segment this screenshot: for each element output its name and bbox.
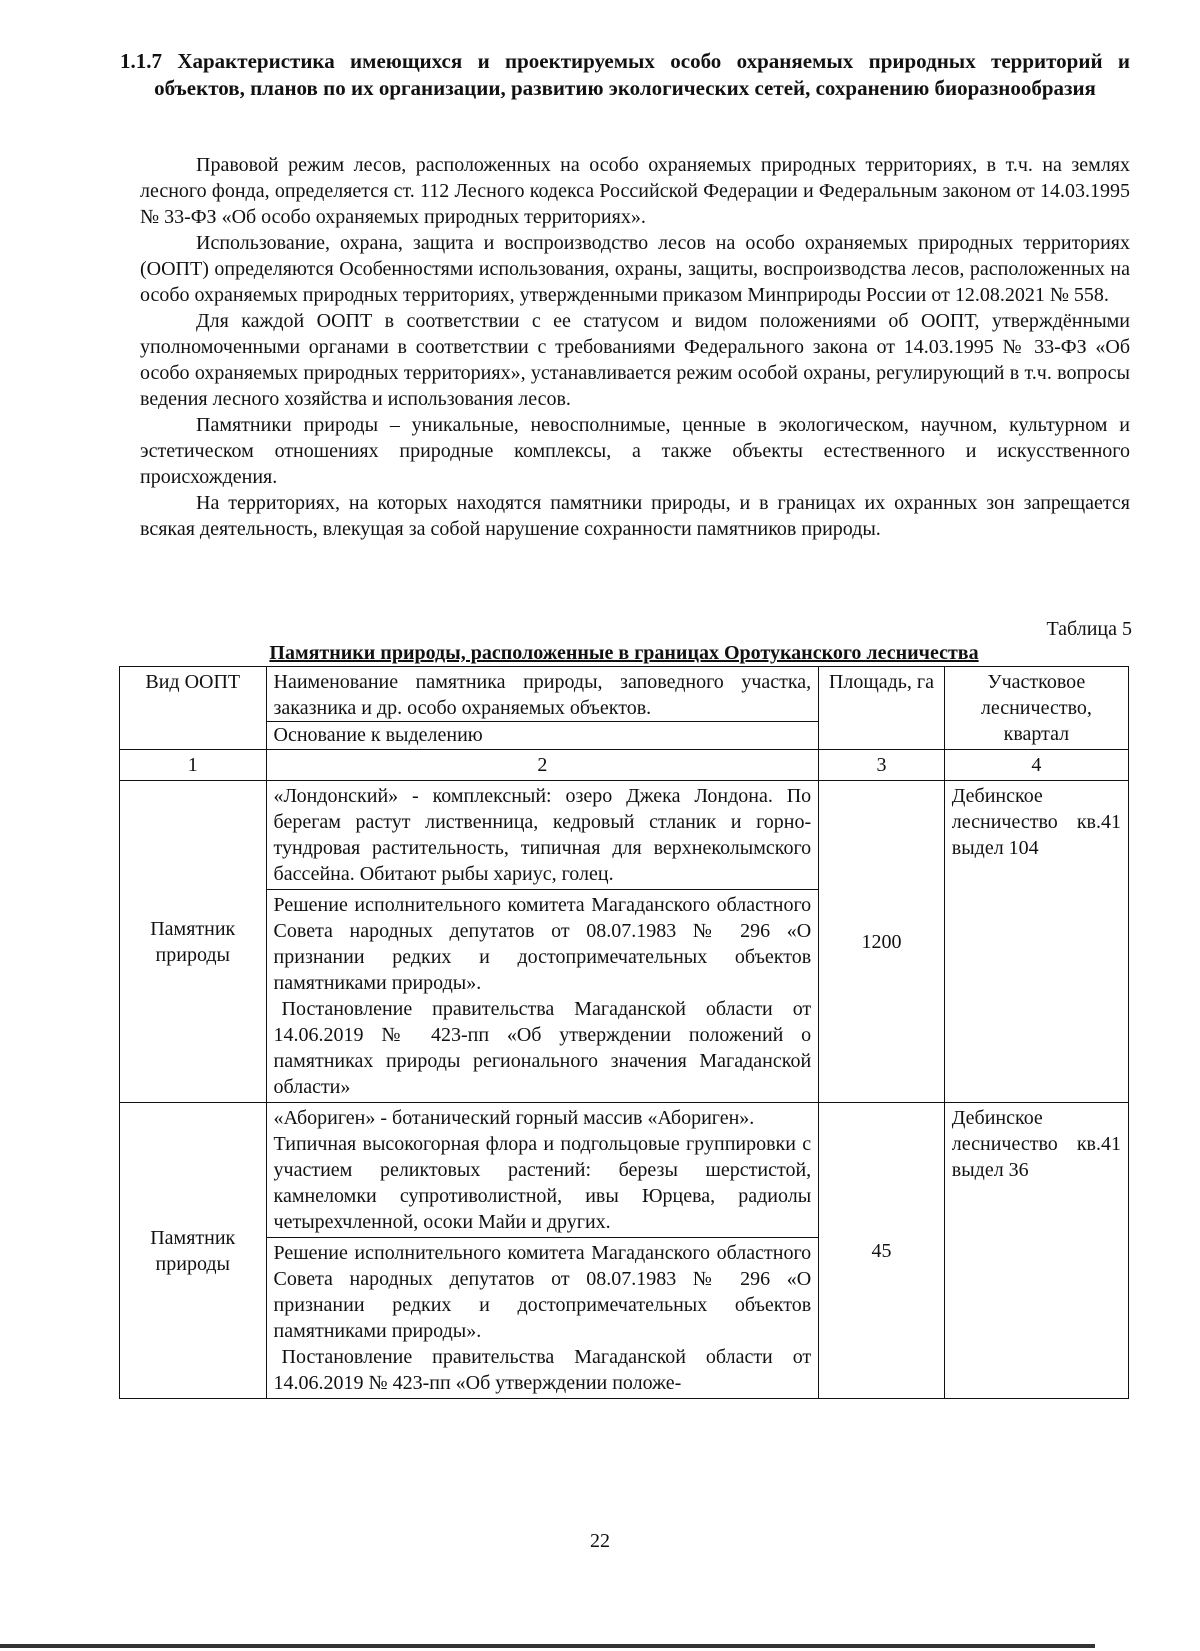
row-basis bbox=[267, 889, 819, 1102]
table-title: Памятники природы, расположенные в границах Оротуканского лесничества bbox=[269, 642, 979, 664]
row-description-text: Типичная высокогорная флора и подгольцовые группировки с участием реликтовых растений: березы шерстистой, камнеломки супротиволистной, ивы Юрцева, радиолы четырехчленной, осоки Майи и других. bbox=[273, 1133, 812, 1233]
column-number: 2 bbox=[266, 750, 819, 781]
column-number: 3 bbox=[819, 750, 945, 781]
row-basis-resolution: Постановление правительства Магаданской области от 14.06.2019 № 423-пп «Об утверждении положе- bbox=[273, 1346, 812, 1394]
row-basis-decision: Решение исполнительного комитета Магаданского областного Совета народных депутатов от 08.07.1983 № 296 «О признании редких и достопримечательных объектов памятниками природы». bbox=[273, 894, 812, 994]
row-description bbox=[267, 1103, 819, 1237]
section-heading: 1.1.7 Характеристика имеющихся и проектируемых особо охраняемых природных территорий и объектов, планов по их организации, развитию экологических сетей, сохранению биоразнообразия bbox=[120, 49, 1130, 100]
row-basis-resolution: Постановление правительства Магаданской области от 14.06.2019 № 423-пп «Об утверждении положений о памятниках природы регионального значения Магаданской области» bbox=[273, 998, 812, 1098]
header-area: Площадь, га bbox=[819, 667, 945, 750]
row-area: 1200 bbox=[819, 781, 945, 1103]
row-location: Дебинское лесничество кв.41 выдел 36 bbox=[944, 1103, 1128, 1399]
row-area: 45 bbox=[819, 1103, 945, 1399]
table-header-row bbox=[120, 667, 1129, 750]
paragraph: Правовой режим лесов, расположенных на особо охраняемых природных территориях, в т.ч. на землях лесного фонда, определяется ст. 112 Лесного кодекса Российской Федерации и Федеральным законом от 14.03.1995 № 33-ФЗ «Об особо охраняемых природных территориях». bbox=[140, 154, 1130, 228]
bottom-rule bbox=[0, 1644, 1095, 1648]
paragraph: На территориях, на которых находятся памятники природы, и в границах их охранных зон запрещается всякая деятельность, влекущая за собой нарушение сохранности памятников природы. bbox=[140, 492, 1130, 540]
header-type: Вид ООПТ bbox=[120, 667, 267, 750]
table-row bbox=[120, 781, 1129, 1103]
row-location: Дебинское лесничество кв.41 выдел 104 bbox=[944, 781, 1128, 1103]
header-name-cell bbox=[266, 667, 819, 750]
row-description-cell bbox=[266, 781, 819, 1103]
row-basis-decision: Решение исполнительного комитета Магаданского областного Совета народных депутатов от 08.07.1983 № 296 «О признании редких и достопримечательных объектов памятниками природы». bbox=[273, 1242, 812, 1342]
row-description-cell bbox=[266, 1103, 819, 1399]
row-description-title: «Абориген» - ботанический горный массив «Абориген». bbox=[273, 1107, 755, 1129]
table-row bbox=[120, 1103, 1129, 1399]
page-number: 22 bbox=[590, 1530, 610, 1552]
row-type: Памятник природы bbox=[120, 781, 267, 1103]
paragraph: Использование, охрана, защита и воспроизводство лесов на особо охраняемых природных территориях (ООПТ) определяются Особенностями использования, охраны, защиты, воспроизводства лесов, расположенных на особо охраняемых природных территориях, утвержденными приказом Минприроды России от 12.08.2021 № 558. bbox=[140, 232, 1130, 306]
row-description: «Лондонский» - комплексный: озеро Джека Лондона. По берегам растут лиственница, кедровый стланик и горно-тундровая растительность, типичная для верхнеколымского бассейна. Обитают рыбы хариус, голец. bbox=[273, 785, 812, 885]
body-text bbox=[140, 152, 1130, 542]
column-number: 4 bbox=[944, 750, 1128, 781]
column-number: 1 bbox=[120, 750, 267, 781]
column-number-row bbox=[120, 750, 1129, 781]
protected-areas-table bbox=[119, 666, 1129, 1399]
row-basis bbox=[267, 1237, 819, 1398]
row-type: Памятник природы bbox=[120, 1103, 267, 1399]
table-number: Таблица 5 bbox=[1046, 618, 1132, 640]
paragraph: Памятники природы – уникальные, невосполнимые, ценные в экологическом, научном, культурном и эстетическом отношениях природные комплексы, а также объекты естественного и искусственного происхождения. bbox=[140, 414, 1130, 488]
header-name: Наименование памятника природы, заповедного участка, заказника и др. особо охраняемых объектов. bbox=[273, 671, 812, 719]
header-basis: Основание к выделению bbox=[267, 721, 819, 748]
paragraph: Для каждой ООПТ в соответствии с ее статусом и видом положениями об ООПТ, утверждёнными уполномоченными органами в соответствии с требованиями Федерального закона от 14.03.1995 № 33-ФЗ «Об особо охраняемых природных территориях», устанавливается режим особой охраны, регулирующий в т.ч. вопросы ведения лесного хозяйства и использования лесов. bbox=[140, 310, 1130, 410]
header-location: Участковое лесничество, квартал bbox=[944, 667, 1128, 750]
